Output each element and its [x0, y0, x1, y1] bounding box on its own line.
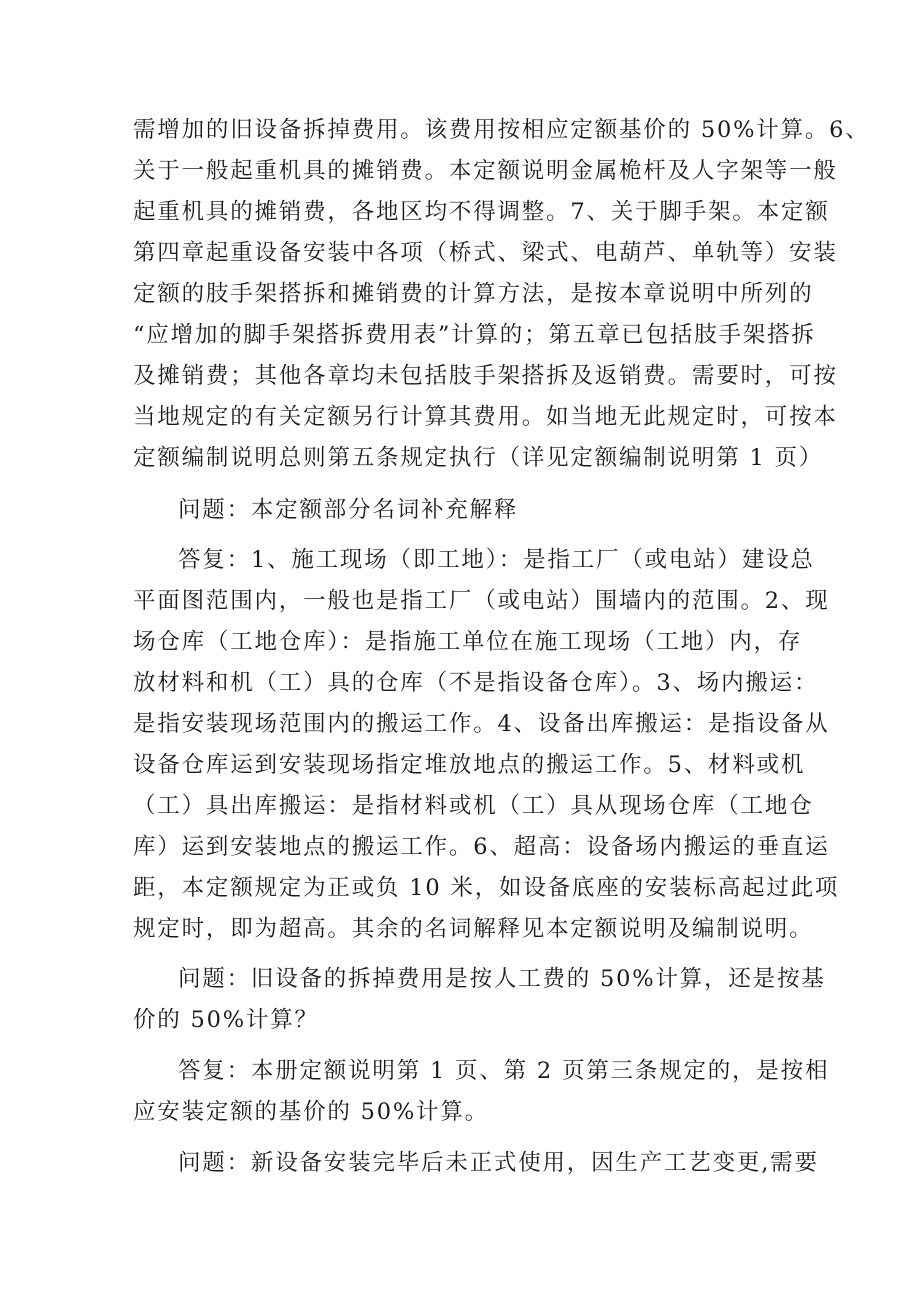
answer-line: （工）具出库搬运：是指材料或机（工）具从现场仓库（工地仓: [133, 793, 814, 819]
answer-line: 平面图范围内，一般也是指工厂（或电站）围墙内的范围。2、现: [133, 588, 830, 614]
answer-line: 答复：1、施工现场（即工地）：是指工厂（或电站）建设总: [178, 547, 815, 573]
question-line: 问题：本定额部分名词补充解释: [178, 497, 519, 523]
answer-line: 规定时，即为超高。其余的名词解释见本定额说明及编制说明。: [133, 916, 814, 942]
answer-line: 放材料和机（工）具的仓库（不是指设备仓库）。3、场内搬运：: [133, 670, 819, 696]
answer-line: 是指安装现场范围内的搬运工作。4、设备出库搬运：是指设备从: [133, 711, 830, 737]
answer-line: 场仓库（工地仓库）：是指施工单位在施工现场（工地）内，存: [133, 629, 803, 655]
text-line: 起重机具的摊销费，各地区均不得调整。7、关于脚手架。本定额: [133, 199, 830, 225]
text-line: 及摊销费；其他各章均未包括肢手架搭拆及返销费。需要时，可按: [133, 363, 838, 389]
answer-line: 答复：本册定额说明第 1 页、第 2 页第三条规定的，是按相: [178, 1058, 830, 1084]
question-line: 问题：新设备安装完毕后未正式使用，因生产工艺变更,需要: [178, 1150, 819, 1176]
text-line: 当地规定的有关定额另行计算其费用。如当地无此规定时，可按本: [133, 404, 838, 430]
answer-line: 应安装定额的基价的 50%计算。: [133, 1099, 489, 1125]
question-line: 问题：旧设备的拆掉费用是按人工费的 50%计算，还是按基: [178, 966, 826, 992]
text-line: 需增加的旧设备拆掉费用。该费用按相应定额基价的 50%计算。6、: [133, 117, 870, 143]
text-line: 关于一般起重机具的摊销费。本定额说明金属桅杆及人字架等一般: [133, 158, 838, 184]
text-line: 第四章起重设备安装中各项（桥式、梁式、电葫芦、单轨等）安装: [133, 240, 838, 266]
answer-line: 距，本定额规定为正或负 10 米，如设备底座的安装标高起过此项: [133, 875, 840, 901]
answer-line: 设备仓库运到安装现场指定堆放地点的搬运工作。5、材料或机: [133, 752, 806, 778]
text-line: 定额编制说明总则第五条规定执行（详见定额编制说明第 1 页）: [133, 445, 824, 471]
answer-line: 库）运到安装地点的搬运工作。6、超高：设备场内搬运的垂直运: [133, 834, 830, 860]
text-line: “应增加的脚手架搭拆费用表”计算的；第五章已包括肢手架搭拆: [133, 322, 816, 348]
text-line: 定额的肢手架搭拆和摊销费的计算方法，是按本章说明中所列的: [133, 281, 814, 307]
question-line: 价的 50%计算？: [133, 1007, 319, 1033]
